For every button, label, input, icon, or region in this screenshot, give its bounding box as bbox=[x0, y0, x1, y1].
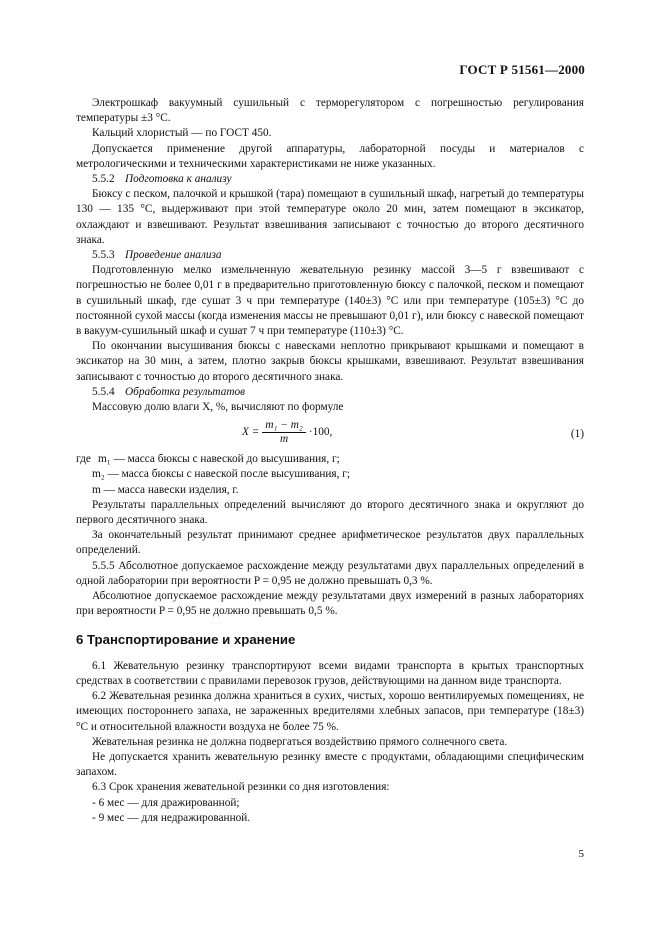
subsection-number: 5.5.4 bbox=[92, 385, 115, 398]
subsection-number: 5.5.3 bbox=[92, 249, 115, 262]
subsection-title: Обработка результатов bbox=[125, 385, 246, 398]
list-item: - 6 мес — для дражированной; bbox=[92, 796, 240, 809]
paragraph: Результаты параллельных определений вычисляют до второго десятичного знака и округляют до первого десятичного знака. bbox=[76, 498, 584, 527]
paragraph: Бюксу с песком, палочкой и крышкой (тара) помещают в сушильный шкаф, нагретый до температуры 130 — 135 °C, выдерживают при этой температуре около 20 мин, затем помещают в эксикатор, охлаждают и взвешивают. Результат взвешивания записывают с точностью до второго десятичного знака. bbox=[76, 188, 584, 246]
paragraph: 5.5.5 Абсолютное допускаемое расхождение между результатами двух параллельных определений в одной лаборатории при вероятности P = 0,95 не должно превышать 0,3 %. bbox=[76, 559, 584, 587]
paragraph: Кальций хлористый — по ГОСТ 450. bbox=[92, 127, 272, 140]
subsection-number: 5.5.2 bbox=[92, 173, 115, 186]
where-line bbox=[76, 452, 584, 467]
subsection-title: Проведение анализа bbox=[125, 249, 222, 262]
paragraph: Электрошкаф вакуумный сушильный с терморегулятором с погрешностью регулирования температуры ±3 °C. bbox=[76, 97, 584, 125]
paragraph: 6.2 Жевательная резинка должна храниться в сухих, чистых, хорошо вентилируемых помещениях, не имеющих постороннего запаха, не зараженных вредителями хлебных запасов, при температуре (18±3) °C и относительной влажности воздуха не более 75 %. bbox=[76, 690, 584, 733]
paragraph: 6.3 Срок хранения жевательной резинки со дня изготовления: bbox=[92, 781, 390, 794]
subsection-title: Подготовка к анализу bbox=[125, 173, 232, 186]
subsection-heading bbox=[92, 385, 584, 400]
paragraph: 6.1 Жевательную резинку транспортируют всеми видами транспорта в крытых транспортных средствах в соответствии с правилами перевозок грузов, действующими на данном виде транспорта. bbox=[76, 659, 584, 687]
subsection-heading bbox=[92, 172, 584, 187]
paragraph: За окончательный результат принимают среднее арифметическое результатов двух параллельных определений. bbox=[76, 529, 584, 557]
paragraph: Жевательная резинка не должна подвергаться воздействию прямого солнечного света. bbox=[92, 735, 508, 748]
document-body bbox=[76, 96, 584, 826]
list-item: - 9 мес — для недражированной. bbox=[92, 811, 251, 824]
equation-number: (1) bbox=[570, 428, 584, 441]
formula-tail: ·100, bbox=[308, 426, 333, 439]
page-number: 5 bbox=[578, 848, 584, 860]
paragraph: Подготовленную мелко измельченную жевательную резинку массой 3—5 г взвешивают с погрешностью не более 0,01 г в предварительно приготовленную бюксу с палочкой, песком и помещают в сушильный шкаф, где сушат 3 ч при температуре (140±3) °C или при температуре (105±3) °C до постоянной сухой массы (когда изменения массы не превышают 0,01 г), или бюксу с навеской помещают в вакуум-сушильный шкаф и сушат 7 ч при температуре (110±3) °C. bbox=[76, 264, 584, 338]
subsection-heading bbox=[92, 248, 584, 263]
where-line: m₂ — масса бюксы с навеской после высушивания, г; bbox=[92, 468, 351, 481]
paragraph: Абсолютное допускаемое расхождение между результатами двух измерений в разных лабораториях при вероятности P = 0,95 не должно превышать 0,5 %. bbox=[76, 590, 584, 618]
paragraph: Допускается применение другой аппаратуры, лабораторной посуды и материалов с метрологическими и техническими характеристиками не ниже указанных. bbox=[76, 142, 584, 170]
where-m1: m₁ — масса бюксы с навеской до высушивания, г; bbox=[98, 453, 340, 466]
page-header: ГОСТ Р 51561—2000 bbox=[459, 62, 585, 77]
formula-numerator: m₁ − m₂ bbox=[262, 419, 305, 433]
formula-lhs: X = bbox=[242, 426, 260, 439]
paragraph: Массовую долю влаги X, %, вычисляют по формуле bbox=[92, 401, 344, 414]
section-heading: 6 Транспортирование и хранение bbox=[76, 631, 296, 647]
formula-fraction bbox=[262, 419, 305, 446]
paragraph: Не допускается хранить жевательную резинку вместе с продуктами, обладающими специфическим запахом. bbox=[76, 750, 584, 779]
formula bbox=[76, 419, 584, 449]
formula-expression bbox=[242, 419, 332, 446]
where-line: m — масса навески изделия, г. bbox=[92, 483, 239, 496]
formula-denominator: m bbox=[280, 433, 289, 446]
paragraph: По окончании высушивания бюксы с навесками неплотно прикрывают крышками и помещают в эксикатор на 30 мин, а затем, плотно закрыв бюксы крышками, взвешивают. Результат взвешивания записывают с точностью до второго десятичного знака. bbox=[76, 340, 584, 383]
where-lead: где bbox=[76, 453, 91, 466]
